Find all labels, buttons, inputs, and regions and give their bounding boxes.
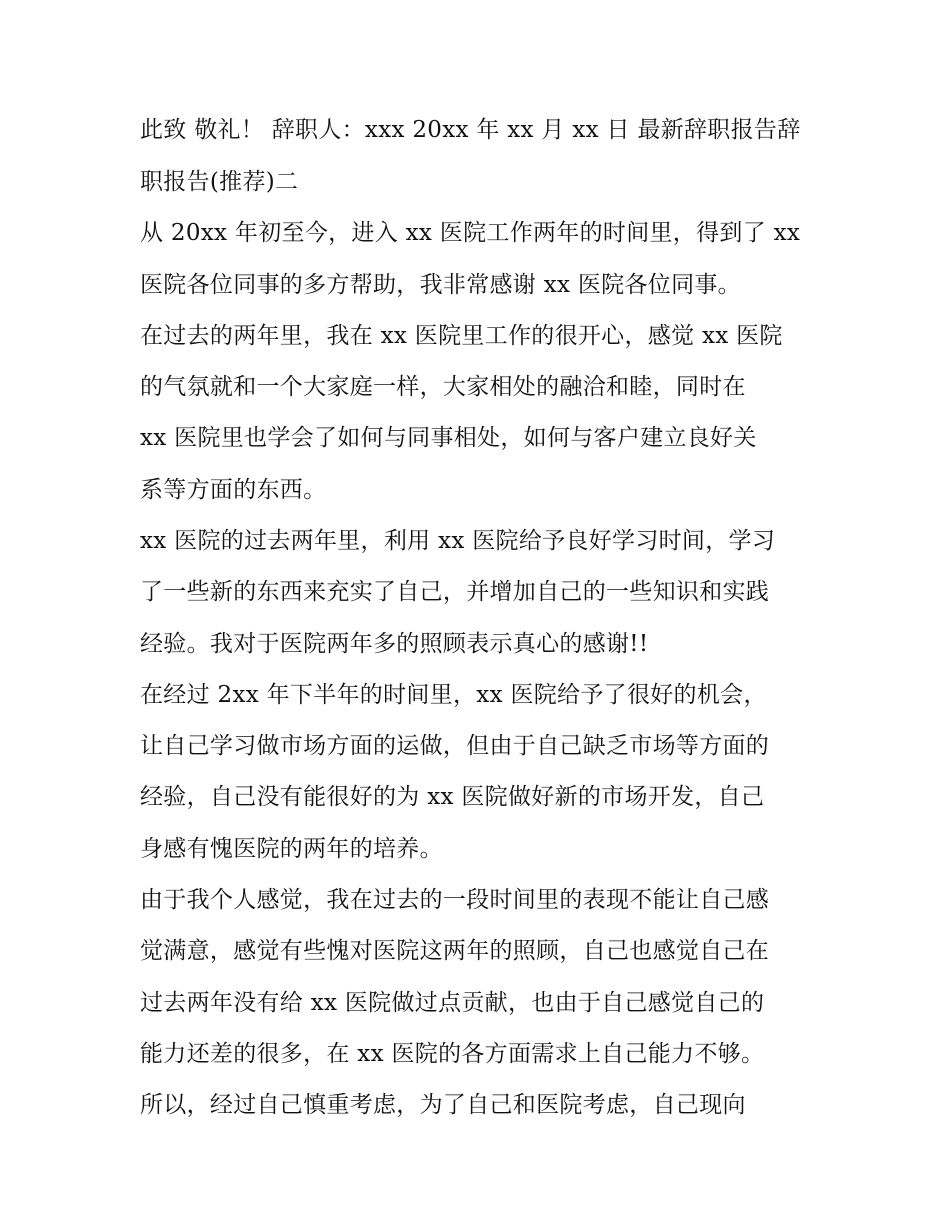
text-line: xx 医院的过去两年里，利用 xx 医院给予良好学习时间，学习: [140, 528, 776, 554]
text-line: 从 20xx 年初至今，进入 xx 医院工作两年的时间里，得到了 xx: [140, 220, 801, 246]
text-line: 医院各位同事的多方帮助，我非常感谢 xx 医院各位同事。: [140, 272, 741, 298]
text-line: xx 医院里也学会了如何与同事相处，如何与客户建立良好关: [140, 425, 757, 451]
text-line: 由于我个人感觉，我在过去的一段时间里的表现不能让自己感: [140, 887, 770, 913]
text-line: 职报告(推荐)二: [140, 169, 299, 195]
text-line: 此致 敬礼！ 辞职人：xxx 20xx 年 xx 月 xx 日 最新辞职报告辞: [140, 117, 801, 143]
text-line: 经验。我对于医院两年多的照顾表示真心的感谢!!: [140, 631, 649, 657]
text-line: 系等方面的东西。: [140, 477, 327, 503]
text-line: 了一些新的东西来充实了自己，并增加自己的一些知识和实践: [140, 579, 770, 605]
text-line: 让自己学习做市场方面的运做，但由于自己缺乏市场等方面的: [140, 733, 770, 759]
text-line: 在过去的两年里，我在 xx 医院里工作的很开心，感觉 xx 医院: [140, 323, 783, 349]
text-line: 所以，经过自己慎重考虑，为了自己和医院考虑，自己现向: [140, 1092, 746, 1118]
text-line: 能力还差的很多，在 xx 医院的各方面需求上自己能力不够。: [140, 1041, 765, 1067]
text-line: 过去两年没有给 xx 医院做过点贡献，也由于自己感觉自己的: [140, 990, 765, 1016]
text-line: 经验，自己没有能很好的为 xx 医院做好新的市场开发，自己: [140, 784, 765, 810]
text-line: 身感有愧医院的两年的培养。: [140, 836, 443, 862]
text-line: 的气氛就和一个大家庭一样，大家相处的融洽和睦，同时在: [140, 374, 746, 400]
text-line: 觉满意，感觉有些愧对医院这两年的照顾，自己也感觉自己在: [140, 938, 770, 964]
text-line: 在经过 2xx 年下半年的时间里，xx 医院给予了很好的机会，: [140, 682, 767, 708]
